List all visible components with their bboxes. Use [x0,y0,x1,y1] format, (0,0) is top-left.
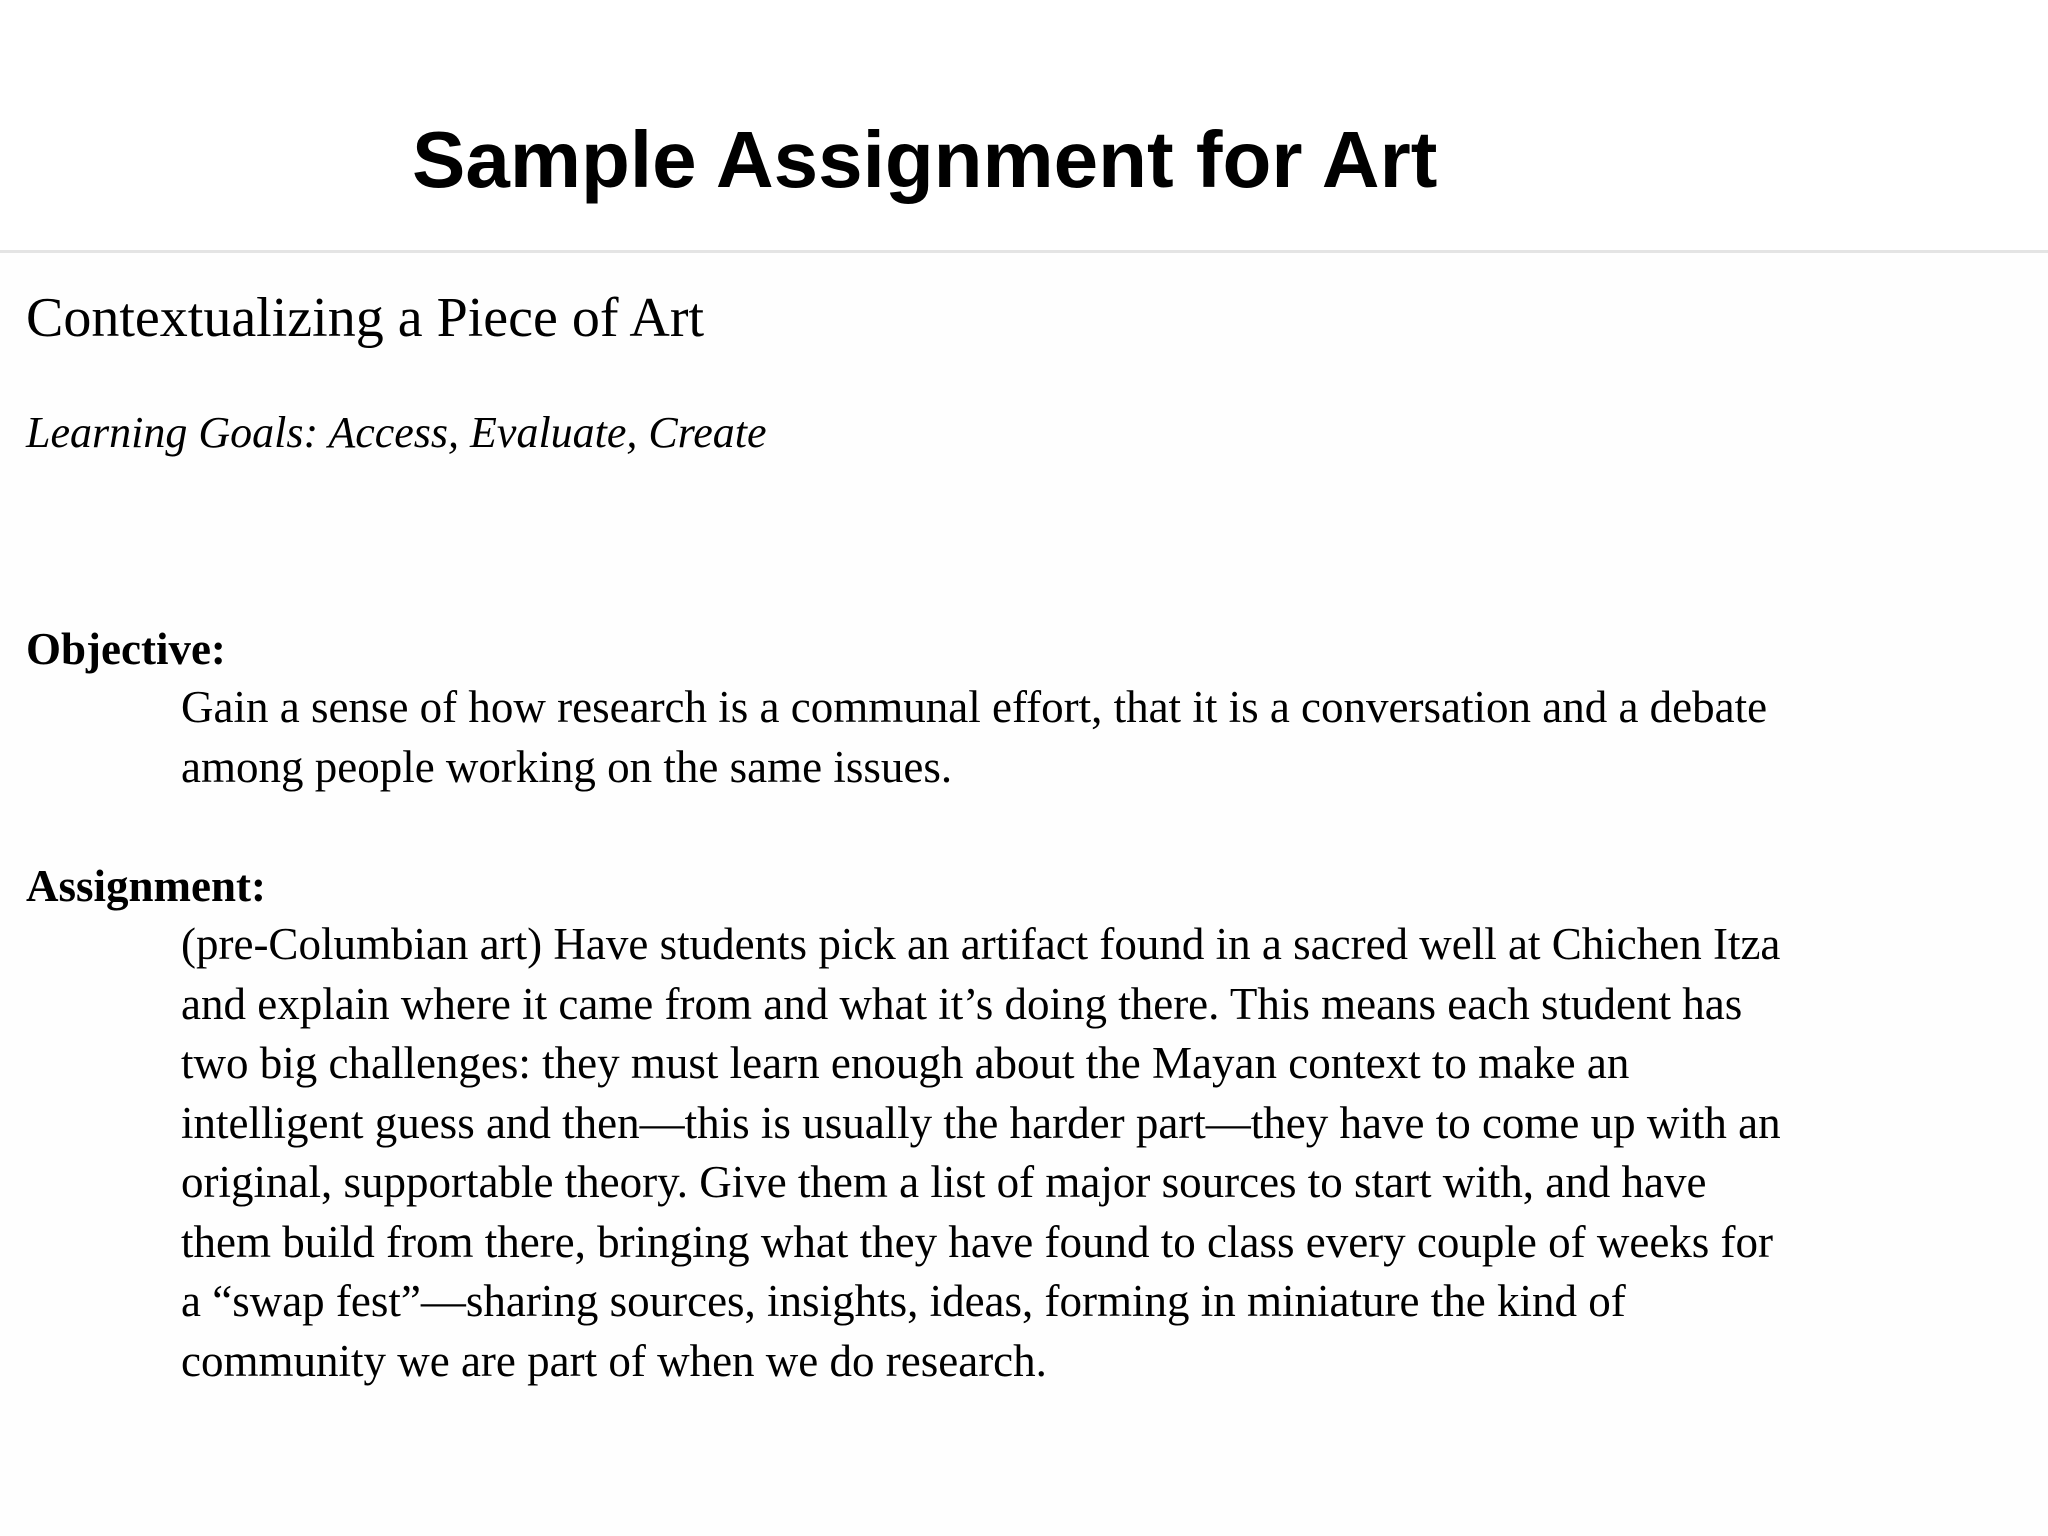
assignment-line: and explain where it came from and what it’s doing there. This means each student has [181,978,1743,1029]
assignment-line: (pre-Columbian art) Have students pick an artifact found in a sacred well at Chichen Itza [181,919,1781,969]
document-heading: Contextualizing a Piece of Art [26,287,705,349]
assignment-line: original, supportable theory. Give them a list of major sources to start with, and have [181,1157,1707,1207]
learning-goals: Learning Goals: Access, Evaluate, Create [26,408,767,457]
assignment-line: a “swap fest”—sharing sources, insights, ideas, forming in miniature the kind of [181,1276,1626,1326]
slide-title: Sample Assignment for Art [412,115,1438,204]
objective-text [181,678,2026,797]
assignment-line: two big challenges: they must learn enough about the Mayan context to make an [181,1038,1630,1088]
assignment-label: Assignment: [26,861,267,911]
assignment-line: them build from there, bringing what they have found to class every couple of weeks for [181,1216,1774,1267]
objective-label: Objective: [26,624,226,674]
objective-line: Gain a sense of how research is a communal effort, that it is a conversation and a debate [181,682,1768,732]
assignment-line: community we are part of when we do research. [181,1335,1047,1386]
objective-line: among people working on the same issues. [181,741,953,792]
assignment-text [181,915,2026,1391]
assignment-line: intelligent guess and then—this is usually the harder part—they have to come up with an [181,1097,1781,1148]
